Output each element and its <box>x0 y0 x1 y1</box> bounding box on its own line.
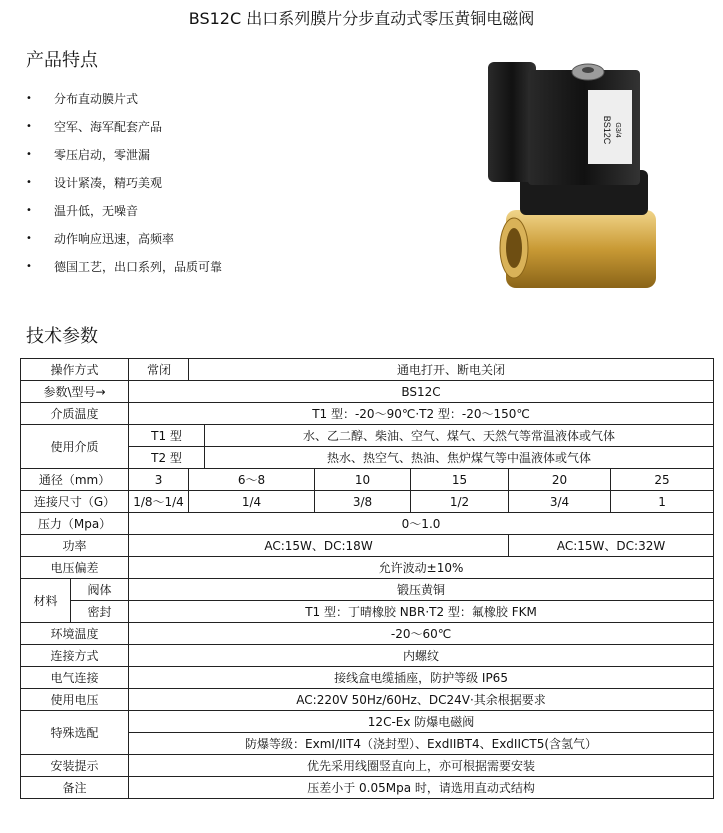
feature-item <box>26 84 222 112</box>
cell-value: T1 型：丁晴橡胶 NBR·T2 型：氟橡胶 FKM <box>129 601 714 623</box>
table-row <box>21 535 714 557</box>
cell-value: 热水、热空气、热油、焦炉煤气等中温液体或气体 <box>205 447 714 469</box>
bullet-icon: • <box>26 232 32 244</box>
table-row <box>21 711 714 733</box>
cell-value: AC:15W、DC:18W <box>129 535 509 557</box>
cell-value: 3 <box>129 469 189 491</box>
cell-value: 20 <box>509 469 611 491</box>
cell-value: 15 <box>411 469 509 491</box>
table-row <box>21 403 714 425</box>
row-label: 压力（Mpa） <box>21 513 129 535</box>
sub-label: 阀体 <box>71 579 129 601</box>
table-row <box>21 623 714 645</box>
cell-value: 0～1.0 <box>129 513 714 535</box>
row-label: 通径（mm） <box>21 469 129 491</box>
bullet-icon: • <box>26 92 32 104</box>
table-row <box>21 601 714 623</box>
cell-value: 允许波动±10% <box>129 557 714 579</box>
table-row <box>21 667 714 689</box>
feature-item <box>26 168 222 196</box>
table-row <box>21 491 714 513</box>
feature-text: 空军、海军配套产品 <box>54 119 163 134</box>
feature-text: 动作响应迅速，高频率 <box>54 231 175 246</box>
features-heading: 产品特点 <box>26 50 98 71</box>
feature-item <box>26 140 222 168</box>
row-label: 电气连接 <box>21 667 129 689</box>
table-row <box>21 645 714 667</box>
feature-item <box>26 224 222 252</box>
cell-value: 压差小于 0.05Mpa 时，请选用直动式结构 <box>129 777 714 799</box>
cell-value: T1 型：-20～90℃·T2 型：-20～150℃ <box>129 403 714 425</box>
row-label: 功率 <box>21 535 129 557</box>
cell-value: 1/2 <box>411 491 509 513</box>
table-row <box>21 359 714 381</box>
cell-value: 优先采用线圈竖直向上，亦可根据需要安装 <box>129 755 714 777</box>
row-label: 电压偏差 <box>21 557 129 579</box>
feature-text: 德国工艺，出口系列，品质可靠 <box>54 259 223 274</box>
table-row <box>21 557 714 579</box>
row-label: 环境温度 <box>21 623 129 645</box>
valve-body <box>506 210 656 288</box>
row-label: 材料 <box>21 579 71 623</box>
table-row <box>21 689 714 711</box>
feature-item <box>26 196 222 224</box>
cell-value: 3/8 <box>315 491 411 513</box>
cell-value: 接线盒电缆插座，防护等级 IP65 <box>129 667 714 689</box>
row-label: 连接方式 <box>21 645 129 667</box>
sub-label: T2 型 <box>129 447 205 469</box>
cell-value: 1 <box>611 491 714 513</box>
cell-value: 12C-Ex 防爆电磁阀 <box>129 711 714 733</box>
feature-text: 零压启动，零泄漏 <box>54 147 151 162</box>
cell-value: -20～60℃ <box>129 623 714 645</box>
row-label: 介质温度 <box>21 403 129 425</box>
bullet-icon: • <box>26 120 32 132</box>
cell-value: 锻压黄铜 <box>129 579 714 601</box>
row-label: 特殊选配 <box>21 711 129 755</box>
sub-label: 密封 <box>71 601 129 623</box>
cell-value: 25 <box>611 469 714 491</box>
feature-text: 温升低，无噪音 <box>54 203 139 218</box>
cell-value: AC:220V 50Hz/60Hz、DC24V·其余根据要求 <box>129 689 714 711</box>
cell-value: 水、乙二醇、柴油、空气、煤气、天然气等常温液体或气体 <box>205 425 714 447</box>
row-label: 安装提示 <box>21 755 129 777</box>
row-label: 参数\型号→ <box>21 381 129 403</box>
feature-item <box>26 112 222 140</box>
cell-value: 内螺纹 <box>129 645 714 667</box>
cell-value: 3/4 <box>509 491 611 513</box>
row-label: 备注 <box>21 777 129 799</box>
cell-value: BS12C <box>129 381 714 403</box>
coil-label-size: G3/4 <box>614 122 621 138</box>
spec-heading: 技术参数 <box>26 326 98 347</box>
row-label: 使用电压 <box>21 689 129 711</box>
cell-value: 1/4 <box>189 491 315 513</box>
cell-value: 10 <box>315 469 411 491</box>
bullet-icon: • <box>26 176 32 188</box>
features-list <box>26 84 222 280</box>
sub-label: T1 型 <box>129 425 205 447</box>
cell-value: 6～8 <box>189 469 315 491</box>
table-row <box>21 579 714 601</box>
cell-value: 通电打开、断电关闭 <box>189 359 714 381</box>
cell-value: AC:15W、DC:32W <box>509 535 714 557</box>
table-row <box>21 513 714 535</box>
solenoid-valve-image <box>470 50 680 305</box>
row-label: 操作方式 <box>21 359 129 381</box>
table-row <box>21 755 714 777</box>
bullet-icon: • <box>26 204 32 216</box>
bullet-icon: • <box>26 148 32 160</box>
cell-value: 常闭 <box>129 359 189 381</box>
feature-text: 分布直动膜片式 <box>54 91 139 106</box>
coil-label-model: BS12C <box>602 115 612 145</box>
cell-value: 1/8～1/4 <box>129 491 189 513</box>
table-row <box>21 469 714 491</box>
spec-table <box>20 358 714 799</box>
page-title: BS12C 出口系列膜片分步直动式零压黄铜电磁阀 <box>188 9 535 28</box>
feature-item <box>26 252 222 280</box>
bullet-icon: • <box>26 260 32 272</box>
table-row <box>21 777 714 799</box>
cell-value: 防爆等级：ExmI/IIT4（浇封型）、ExdIIBT4、ExdIICT5(含氢气） <box>129 733 714 755</box>
row-label: 连接尺寸（G） <box>21 491 129 513</box>
table-row <box>21 425 714 447</box>
row-label: 使用介质 <box>21 425 129 469</box>
table-row <box>21 381 714 403</box>
feature-text: 设计紧凑，精巧美观 <box>54 175 163 190</box>
